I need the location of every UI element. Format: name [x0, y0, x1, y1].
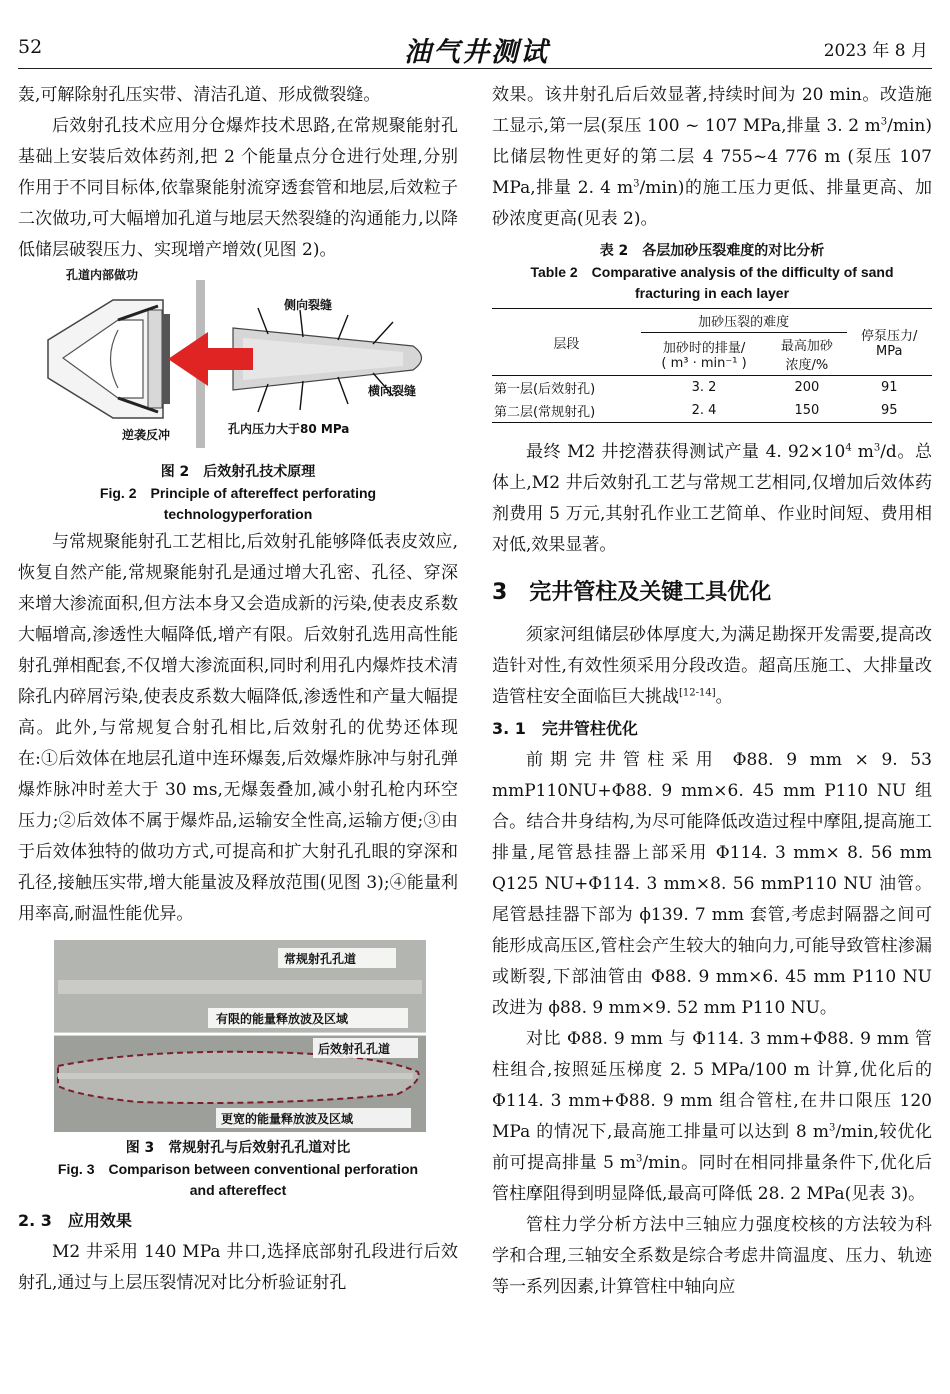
table-header: 加砂压裂的难度 — [641, 309, 847, 333]
fig2-caption-en: Fig. 2 Principle of aftereffect perforating — [99, 485, 377, 501]
figure-2 — [18, 270, 458, 458]
figure-3 — [18, 938, 458, 1134]
paragraph: 前期完井管柱采用 Φ88. 9 mm × 9. 53 mmP110NU+Φ88. 9 mm×6. 45 mm P110 NU 组合。结合井身结构,为尽可能降低改造过程中摩阻,提高施工排量,尾管悬挂器上部采用 Φ114. 3 mm× 8. 56 mm Q125 NU+Φ114. 3 mm×8. 56 mmP110 NU 油管。尾管悬挂器下部为 ϕ139. 7 mm 套管,考虑封隔器之间可能形成高压区,管柱会产生较大的轴向力,可能导致管柱渗漏或断裂,下部油管由 Φ88. 9 mm×6. 45 mm P110 NU 改进为 ϕ88. 9 mm×9. 52 mm P110 NU。 — [492, 750, 932, 1018]
right-column — [492, 80, 932, 1303]
paragraph: 对比 Φ88. 9 mm 与 Φ114. 3 mm+Φ88. 9 mm 管柱组合,按照延压梯度 2. 5 MPa/100 m 计算,优化后的 Φ114. 3 mm+Φ88. 9 mm 组合管柱,在井口限压 120 MPa 的情况下,最高施工排量可以达到 8 $m^3/\min$,较优化前可提高排量 5 $m^3/\min$。同时在相同排量条件下,优化后管柱摩阻得到明显降低,最高可降低 28. 2 MPa(见表 3)。 — [492, 1029, 932, 1204]
fig3-caption-en-2: and aftereffect — [189, 1182, 287, 1198]
fig3-caption-cn: 图 3 常规射孔与后效射孔孔道对比 — [125, 1140, 351, 1156]
table-header: 停泵压力/ MPa — [847, 309, 933, 376]
table-header: 加砂时的排量/ ( m³ · min⁻¹ ) — [641, 333, 767, 376]
paragraph: 轰,可解除射孔压实带、清洁孔道、形成微裂缝。 — [18, 85, 381, 105]
fig2-caption-cn: 图 2 后效射孔技术原理 — [160, 464, 316, 480]
paragraph: 管柱力学分析方法中三轴应力强度校核的方法较为科学和合理,三轴安全系数是综合考虑井筒温度、压力、轨迹等一系列因素,计算管柱中轴向应 — [492, 1215, 932, 1297]
issue-date: 2023 年 8 月 — [823, 41, 928, 61]
table2-title-cn: 表 2 各层加砂压裂难度的对比分析 — [599, 243, 825, 259]
table-row: 第一层(后效射孔) 3. 2 200 91 — [494, 380, 898, 397]
fig2-label-top: 孔道内部做功 — [66, 268, 139, 282]
paragraph: 后效射孔技术应用分仓爆炸技术思路,在常规聚能射孔基础上安装后效体药剂,把 2 个能量点分仓进行处理,分别作用于不同目标体,依靠聚能射流穿透套管和地层,后效粒子二次做功,可大幅增加孔道与地层天然裂缝的沟通能力,以降低储层破裂压力、实现增产增效(见图 2)。 — [18, 116, 458, 260]
fig3-label-conventional: 常规射孔孔道 — [284, 952, 357, 966]
fig2-caption-en-2: technologyperforation — [163, 506, 313, 522]
paragraph: 与常规聚能射孔工艺相比,后效射孔能够降低表皮效应,恢复自然产能,常规聚能射孔是通过增大孔密、孔径、穿深来增大渗流面积,但方法本身又会造成新的污染,使表皮系数大幅增高,渗透性大幅降低,增产有限。后效射孔选用高性能射孔弹相配套,不仅增大渗流面积,同时利用孔内爆炸技术清除孔内碎屑污染,使表皮系数大幅降低,渗透性和产量大幅提高。此外,与常规复合射孔相比,后效射孔的优势还体现在:①后效体在地层孔道中连环爆轰,后效爆炸脉冲与射孔弹爆炸脉冲时差大于 30 ms,无爆轰叠加,减小射孔枪内环空压力;②后效体不属于爆炸品,运输安全性高,运输方便;③由于后效体独特的做功方式,可提高和扩大射孔孔眼的穿深和孔径,接触压实带,增大能量波及释放范围(见图 3);④能量利用率高,耐温性能优异。 — [18, 532, 458, 924]
journal-title: 油气井测试 — [404, 37, 549, 68]
paragraph: 效果。该井射孔后后效显著,持续时间为 20 min。改造施工显示,第一层(泵压 100 ~ 107 MPa,排量 3. 2 $m^3/\min$)比储层物性更好的第二层 4 755~4 776 m (泵压 107 MPa,排量 2. 4 $m^3/\min$)的施工压力更低、排量更高、加砂浓度更高(见表 2)。 — [492, 85, 932, 229]
fig3-caption-en: Fig. 3 Comparison between conventional perforation — [57, 1161, 419, 1177]
fig3-label-limited: 有限的能量释放波及区域 — [216, 1012, 349, 1026]
paragraph: M2 井采用 140 MPa 井口,选择底部射孔段进行后效射孔,通过与上层压裂情况对比分析验证射孔 — [18, 1242, 458, 1293]
paragraph: 须家河组储层砂体厚度大,为满足勘探开发需要,提高改造针对性,有效性须采用分段改造。超高压施工、大排量改造管柱安全面临巨大挑战[12-14]。 — [492, 625, 932, 707]
header-rule — [18, 68, 932, 69]
table-header: 最高加砂 浓度/% — [767, 333, 846, 376]
table2-title-en-2: fracturing in each layer — [634, 285, 790, 301]
left-column — [18, 80, 458, 1299]
section-2-3-heading: 2. 3 应用效果 — [18, 1211, 132, 1230]
page-number: 52 — [18, 36, 43, 58]
table2-title-en: Table 2 Comparative analysis of the difficulty of sand — [530, 264, 894, 280]
fig2-label-bottom-left: 逆袭反冲 — [122, 428, 171, 442]
fig2-label-side: 侧向裂缝 — [284, 298, 333, 312]
fig2-label-horizontal: 横向裂缝 — [368, 384, 417, 398]
table-2 — [492, 308, 932, 423]
section-3-heading: 3 完井管柱及关键工具优化 — [492, 580, 772, 605]
paragraph: 最终 M2 井挖潜获得测试产量 4. $92\times 10^4$ $m^3/d$。总体上,M2 井后效射孔工艺与常规工艺相同,仅增加后效体药剂费用 5 万元,其射孔作业工艺简单、作业时间短、费用相对低,效果显著。 — [492, 442, 932, 555]
fig3-label-aftereffect: 后效射孔孔道 — [318, 1042, 391, 1056]
table-header: 层段 — [492, 309, 641, 376]
section-3-1-heading: 3. 1 完井管柱优化 — [492, 719, 638, 738]
fig3-label-wider: 更宽的能量释放波及区域 — [221, 1112, 354, 1126]
table-row: 第二层(常规射孔) 2. 4 150 95 — [492, 399, 932, 423]
fig2-label-bottom: 孔内压力大于80 MPa — [228, 422, 350, 436]
fig3-photo — [18, 938, 458, 1134]
